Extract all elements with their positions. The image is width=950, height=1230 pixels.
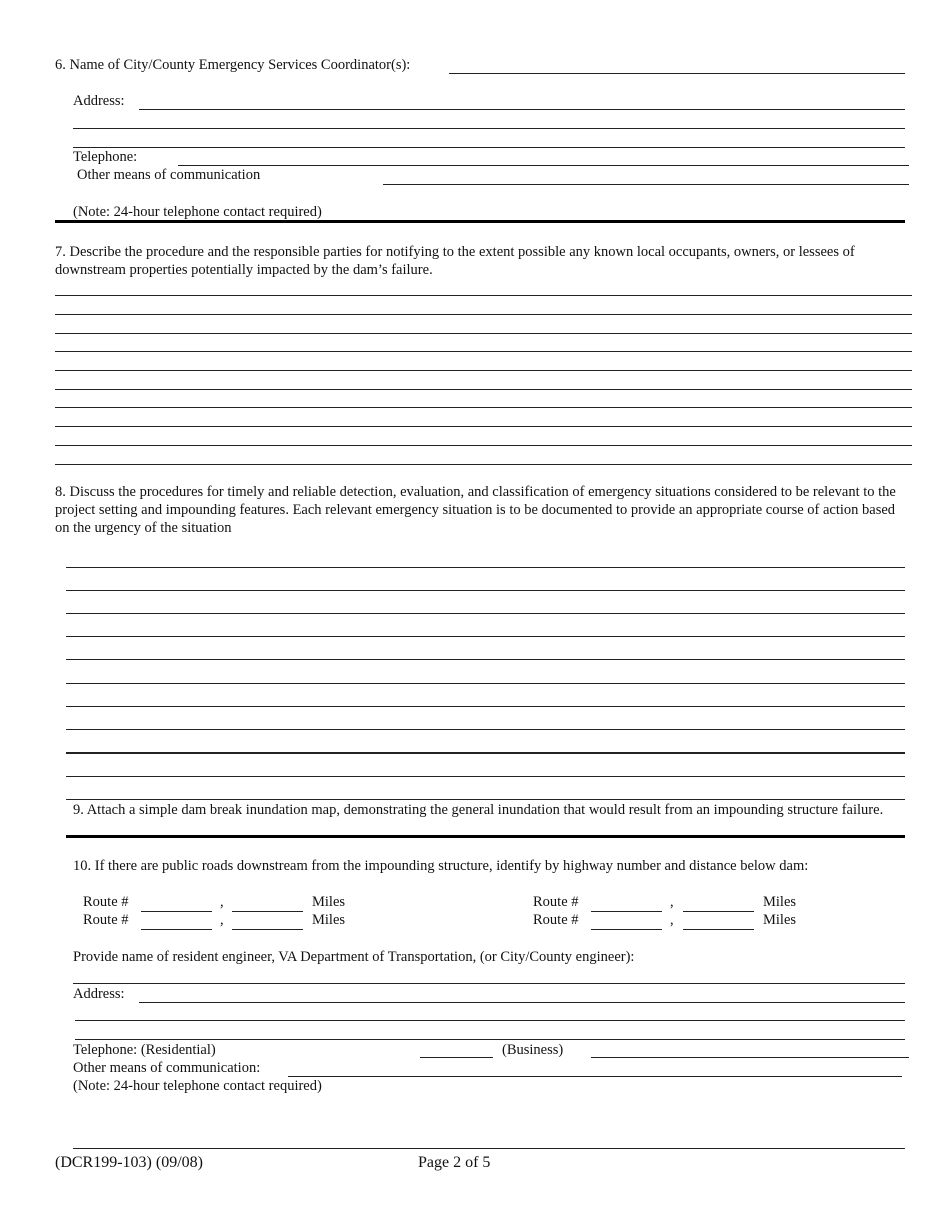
miles-label: Miles	[763, 912, 797, 928]
s8-line-10[interactable]	[66, 776, 905, 777]
route-distance-field[interactable]	[683, 911, 754, 912]
s7-line-8[interactable]	[55, 426, 912, 427]
s6-note: (Note: 24-hour telephone contact required)	[73, 204, 322, 220]
s6-other-means-label: Other means of communication	[77, 167, 261, 183]
route-number-field[interactable]	[141, 929, 212, 930]
business-label: (Business)	[502, 1042, 564, 1058]
engineer-address-field-3[interactable]	[75, 1039, 905, 1040]
s7-line-3[interactable]	[55, 333, 912, 334]
comma: ,	[220, 912, 224, 928]
comma: ,	[220, 894, 224, 910]
comma: ,	[670, 894, 674, 910]
telephone-business-field[interactable]	[591, 1057, 909, 1058]
miles-label: Miles	[312, 912, 346, 928]
miles-label: Miles	[763, 894, 797, 910]
route-label: Route #	[83, 894, 129, 910]
s6-telephone-label: Telephone:	[73, 149, 138, 165]
miles-label: Miles	[312, 894, 346, 910]
engineer-prompt: Provide name of resident engineer, VA Department of Transportation, (or City/County engineer):	[73, 949, 635, 965]
s10-note: (Note: 24-hour telephone contact required)	[73, 1078, 322, 1094]
s8-line-1[interactable]	[66, 567, 905, 568]
coordinator-address-field-1[interactable]	[139, 109, 905, 110]
s8-text: 8. Discuss the procedures for timely and reliable detection, evaluation, and classification of emergency situations considered to be relevant to the project setting and impounding features. Each relevant emergency situation is to be documented to provide an appropriate course of action based on the urgency of the situation	[55, 484, 896, 536]
s6-address-label: Address:	[73, 93, 125, 109]
s7-line-2[interactable]	[55, 314, 912, 315]
form-id: (DCR199-103) (09/08)	[55, 1154, 203, 1171]
coordinator-telephone-field[interactable]	[178, 165, 909, 166]
route-label: Route #	[533, 912, 579, 928]
s7-line-10[interactable]	[55, 464, 912, 465]
s8-line-4[interactable]	[66, 636, 905, 637]
s8-line-5[interactable]	[66, 659, 905, 660]
s7-line-9[interactable]	[55, 445, 912, 446]
page-number: Page 2 of 5	[418, 1154, 491, 1171]
route-number-field[interactable]	[591, 929, 662, 930]
footer-rule	[73, 1148, 905, 1149]
s8-line-6[interactable]	[66, 683, 905, 684]
telephone-residential-label: Telephone: (Residential)	[73, 1042, 216, 1058]
s7-line-5[interactable]	[55, 370, 912, 371]
engineer-name-field[interactable]	[73, 983, 905, 984]
section-divider	[55, 220, 905, 223]
s8-line-9[interactable]	[66, 752, 905, 754]
route-label: Route #	[83, 912, 129, 928]
s7-line-6[interactable]	[55, 389, 912, 390]
coordinator-name-field[interactable]	[449, 73, 905, 74]
s7-line-1[interactable]	[55, 295, 912, 296]
s8-line-11[interactable]	[66, 799, 905, 800]
route-label: Route #	[533, 894, 579, 910]
s8-line-8[interactable]	[66, 729, 905, 730]
s7-text: 7. Describe the procedure and the responsible parties for notifying to the extent possible any known local occupants, owners, or lessees of downstream properties potentially impacted by the dam’s failure.	[55, 244, 855, 278]
telephone-residential-field[interactable]	[420, 1057, 493, 1058]
s8-line-2[interactable]	[66, 590, 905, 591]
coordinator-other-means-field[interactable]	[383, 184, 909, 185]
s8-line-3[interactable]	[66, 613, 905, 614]
s10-address-label: Address:	[73, 986, 125, 1002]
coordinator-address-field-3[interactable]	[73, 147, 905, 148]
engineer-address-field-2[interactable]	[75, 1020, 905, 1021]
route-number-field[interactable]	[591, 911, 662, 912]
section-divider	[66, 835, 905, 838]
comma: ,	[670, 912, 674, 928]
engineer-address-field-1[interactable]	[139, 1002, 905, 1003]
coordinator-address-field-2[interactable]	[73, 128, 905, 129]
route-distance-field[interactable]	[232, 929, 303, 930]
route-number-field[interactable]	[141, 911, 212, 912]
s6-label: 6. Name of City/County Emergency Services Coordinator(s):	[55, 57, 411, 73]
engineer-other-means-field[interactable]	[288, 1076, 902, 1077]
route-distance-field[interactable]	[232, 911, 303, 912]
s7-line-4[interactable]	[55, 351, 912, 352]
s9-text: 9. Attach a simple dam break inundation map, demonstrating the general inundation that would result from an impounding structure failure.	[73, 802, 884, 818]
s10-other-means-label: Other means of communication:	[73, 1060, 261, 1076]
s10-text: 10. If there are public roads downstream from the impounding structure, identify by highway number and distance below dam:	[73, 858, 809, 874]
s7-line-7[interactable]	[55, 407, 912, 408]
s8-line-7[interactable]	[66, 706, 905, 707]
route-distance-field[interactable]	[683, 929, 754, 930]
